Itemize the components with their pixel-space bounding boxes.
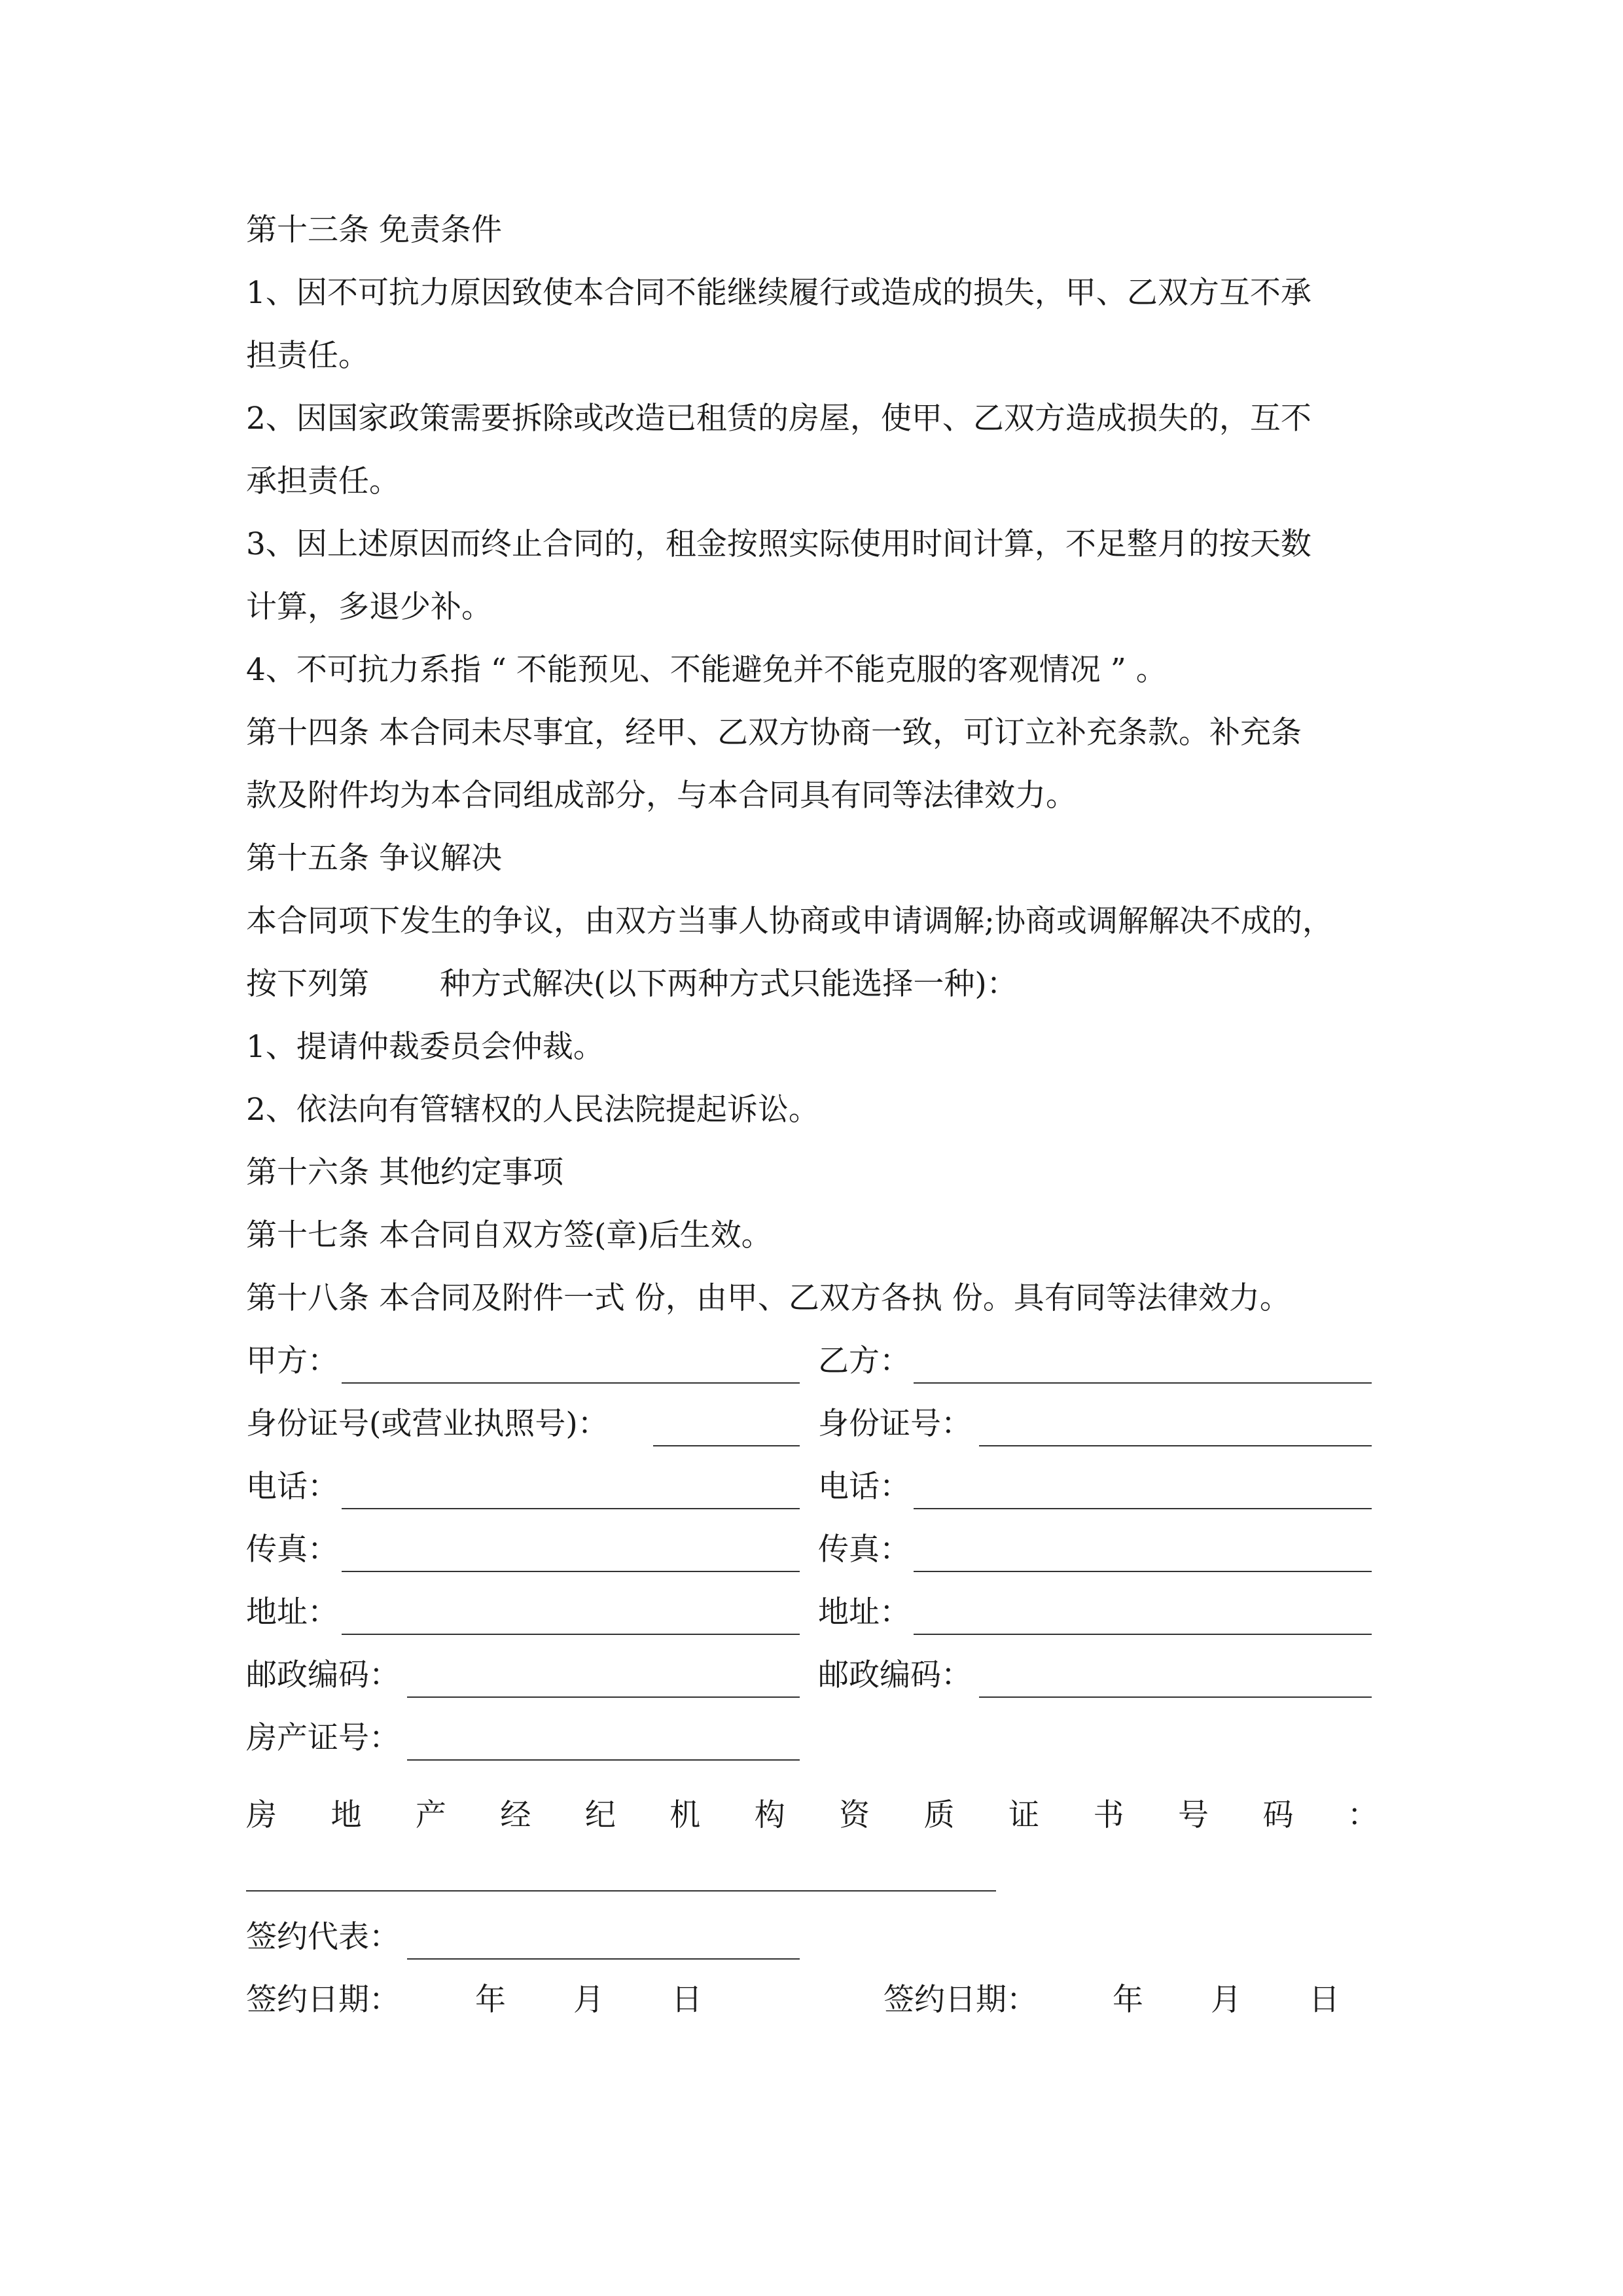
article-15-option-2: 2、依法向有管辖权的人民法院提起诉讼。 xyxy=(246,1092,819,1128)
article-14-cont: 款及附件均为本合同组成部分，与本合同具有同等法律效力。 xyxy=(246,778,1077,814)
article-15-option-1: 1、提请仲裁委员会仲裁。 xyxy=(246,1029,604,1065)
sign-date-a-month: 月 xyxy=(573,1982,604,2018)
agency-cert-char: 构 xyxy=(754,1797,785,1833)
article-13-clause-4: 4、不可抗力系指 “ 不能预见、不能避免并不能克服的客观情况 ” 。 xyxy=(246,652,1167,688)
agency-cert-char: 纪 xyxy=(584,1797,616,1833)
address-a-label: 地址： xyxy=(246,1594,338,1630)
rep-field[interactable] xyxy=(407,1958,800,1960)
agency-cert-char: 码 xyxy=(1262,1797,1294,1833)
agency-cert-char: 经 xyxy=(500,1797,531,1833)
sign-date-a-day: 日 xyxy=(671,1982,702,2018)
agency-cert-char: 资 xyxy=(839,1797,870,1833)
party-b-field[interactable] xyxy=(914,1382,1372,1384)
agency-cert-char: 地 xyxy=(330,1797,362,1833)
zip-b-label: 邮政编码： xyxy=(818,1657,972,1693)
article-13-clause-1: 1、因不可抗力原因致使本合同不能继续履行或造成的损失，甲、乙双方互不承 xyxy=(246,275,1311,311)
phone-b-label: 电话： xyxy=(818,1469,910,1505)
article-15-text: 本合同项下发生的争议，由双方当事人协商或申请调解;协商或调解解决不成的， xyxy=(246,903,1333,939)
article-13-clause-3-cont: 计算，多退少补。 xyxy=(246,589,492,625)
fax-a-label: 传真： xyxy=(246,1532,338,1568)
phone-a-label: 电话： xyxy=(246,1469,338,1505)
party-a-label: 甲方： xyxy=(246,1343,338,1379)
agency-cert-char: 号 xyxy=(1177,1797,1209,1833)
agency-cert-label xyxy=(246,1796,1378,1835)
article-13-clause-3: 3、因上述原因而终止合同的，租金按照实际使用时间计算，不足整月的按天数 xyxy=(246,526,1311,562)
agency-cert-char: 机 xyxy=(669,1797,701,1833)
party-a-field[interactable] xyxy=(342,1382,800,1384)
article-13-clause-2-cont: 承担责任。 xyxy=(246,463,400,499)
sign-date-a-year: 年 xyxy=(475,1982,506,2018)
article-15-choice-suffix: 种方式解决(以下两种方式只能选择一种)： xyxy=(440,966,1018,1002)
article-15-title: 第十五条 争议解决 xyxy=(246,840,502,876)
address-b-field[interactable] xyxy=(914,1634,1372,1635)
agency-cert-char: 书 xyxy=(1093,1797,1124,1833)
id-b-field[interactable] xyxy=(979,1445,1372,1446)
zip-b-field[interactable] xyxy=(979,1696,1372,1698)
id-a-field[interactable] xyxy=(653,1445,800,1446)
article-13-clause-1-cont: 担责任。 xyxy=(246,338,369,374)
article-13-clause-2: 2、因国家政策需要拆除或改造已租赁的房屋，使甲、乙双方造成损失的，互不 xyxy=(246,401,1311,437)
agency-cert-char: 房 xyxy=(246,1797,277,1833)
sign-date-b-month: 月 xyxy=(1211,1982,1241,2018)
id-b-label: 身份证号： xyxy=(818,1406,972,1442)
fax-a-field[interactable] xyxy=(342,1571,800,1572)
id-a-label: 身份证号(或营业执照号)： xyxy=(246,1406,609,1442)
fax-b-field[interactable] xyxy=(914,1571,1372,1572)
property-cert-label: 房产证号： xyxy=(246,1720,400,1756)
phone-b-field[interactable] xyxy=(914,1508,1372,1509)
agency-cert-char: ： xyxy=(1347,1797,1378,1833)
zip-a-field[interactable] xyxy=(407,1696,800,1698)
property-cert-field[interactable] xyxy=(407,1759,800,1761)
party-b-label: 乙方： xyxy=(818,1343,910,1379)
article-15-choice-prefix: 按下列第 xyxy=(246,966,369,1002)
article-16: 第十六条 其他约定事项 xyxy=(246,1155,563,1191)
agency-cert-char: 证 xyxy=(1008,1797,1040,1833)
zip-a-label: 邮政编码： xyxy=(246,1657,400,1693)
address-a-field[interactable] xyxy=(342,1634,800,1635)
article-13-title: 第十三条 免责条件 xyxy=(246,212,502,248)
fax-b-label: 传真： xyxy=(818,1532,910,1568)
sign-date-b-day: 日 xyxy=(1309,1982,1340,2018)
agency-cert-char: 质 xyxy=(923,1797,955,1833)
sign-date-b-year: 年 xyxy=(1113,1982,1143,2018)
agency-cert-field[interactable] xyxy=(246,1890,996,1892)
agency-cert-char: 产 xyxy=(415,1797,446,1833)
address-b-label: 地址： xyxy=(818,1594,910,1630)
article-18: 第十八条 本合同及附件一式 份，由甲、乙双方各执 份。具有同等法律效力。 xyxy=(246,1280,1291,1316)
sign-date-b-label: 签约日期： xyxy=(883,1982,1037,2018)
rep-label: 签约代表： xyxy=(246,1919,400,1955)
article-14: 第十四条 本合同未尽事宜，经甲、乙双方协商一致，可订立补充条款。补充条 xyxy=(246,715,1302,751)
article-17: 第十七条 本合同自双方签(章)后生效。 xyxy=(246,1217,772,1253)
phone-a-field[interactable] xyxy=(342,1508,800,1509)
sign-date-a-label: 签约日期： xyxy=(246,1982,400,2018)
